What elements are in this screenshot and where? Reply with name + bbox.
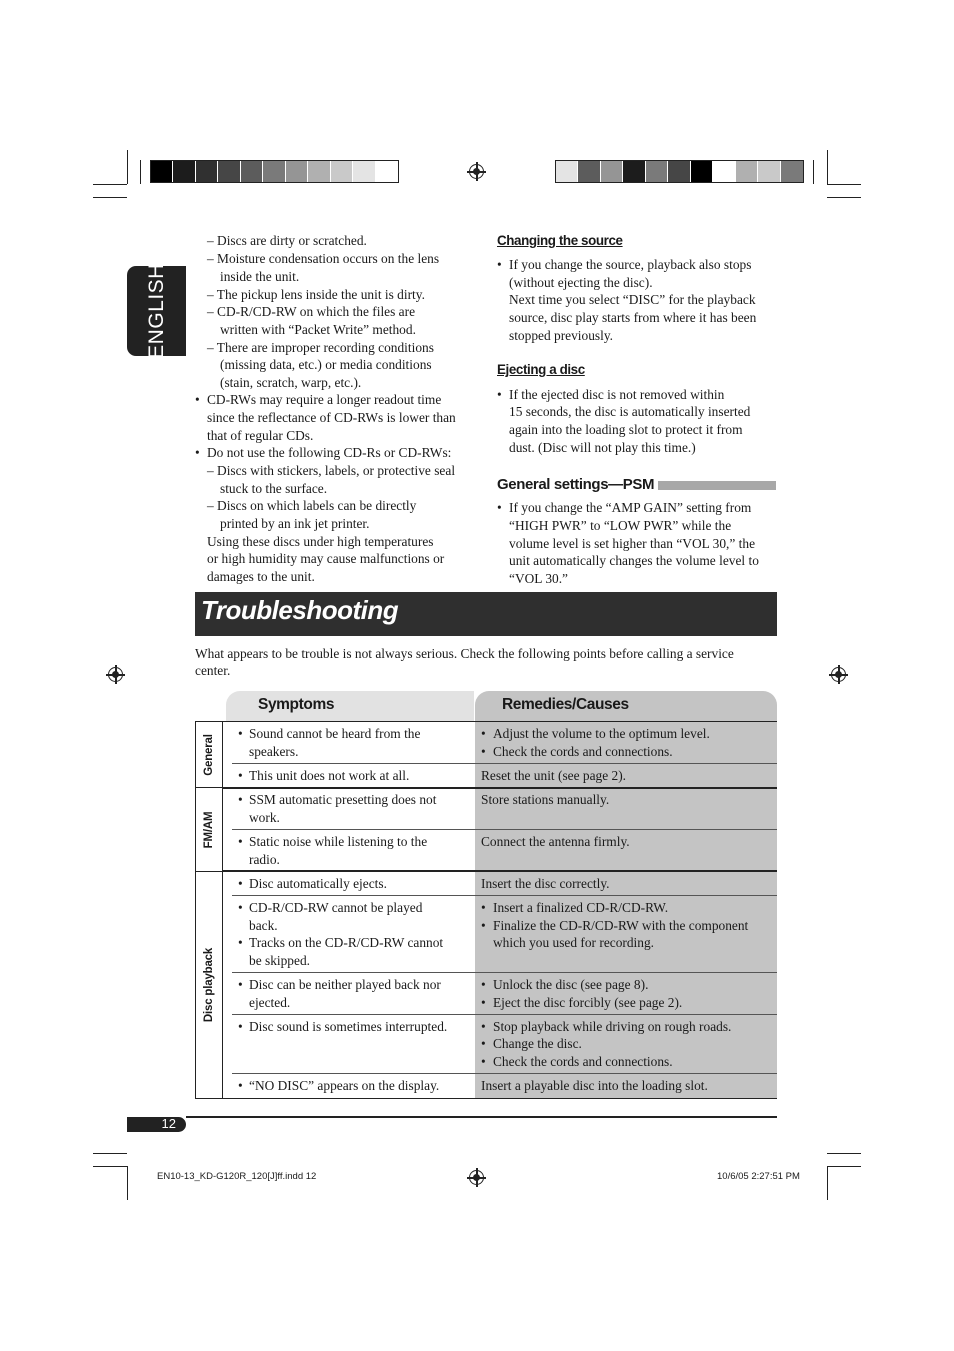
bullet: • xyxy=(238,977,243,992)
heading-changing-source: Changing the source xyxy=(497,233,623,248)
remedy-text: which you used for recording. xyxy=(493,935,655,950)
text-line: 15 seconds, the disc is automatically inserted xyxy=(509,404,751,419)
category-disc-playback xyxy=(195,871,223,1099)
remedies-header-label: Remedies/Causes xyxy=(502,696,629,713)
table-rule xyxy=(232,1073,777,1074)
text-line: CD-RWs may require a longer readout time xyxy=(207,392,442,407)
text-line: – CD-R/CD-RW on which the files are xyxy=(207,304,416,319)
category-label: Disc playback xyxy=(203,947,215,1023)
calibration-swatch xyxy=(691,161,713,182)
registration-target-icon xyxy=(108,667,123,682)
text-line: again into the loading slot to protect it from xyxy=(509,422,743,437)
registration-target-icon xyxy=(469,1170,484,1185)
category-label: FM/AM xyxy=(203,811,215,848)
remedy-text: Insert the disc correctly. xyxy=(481,876,610,891)
remedy-text: Unlock the disc (see page 8). xyxy=(493,977,649,992)
bullet: • xyxy=(238,876,243,891)
text-line: Using these discs under high temperatures xyxy=(207,534,434,549)
footer-rule xyxy=(186,1116,777,1118)
remedy-text: Insert a finalized CD-R/CD-RW. xyxy=(493,900,669,915)
text-line: inside the unit. xyxy=(220,269,300,284)
text-line: source, disc play starts from where it has been xyxy=(509,310,757,325)
text-line: stuck to the surface. xyxy=(220,481,328,496)
text-line: or high humidity may cause malfunctions or xyxy=(207,551,445,566)
text-line: stopped previously. xyxy=(509,328,614,343)
bullet: • xyxy=(238,792,243,807)
text-line: – Discs are dirty or scratched. xyxy=(207,233,367,248)
crop-mark xyxy=(93,184,127,185)
bullet: • xyxy=(497,257,502,272)
text-line: – The pickup lens inside the unit is dirty. xyxy=(207,287,425,302)
remedy-text: Connect the antenna firmly. xyxy=(481,834,630,849)
remedy-text: Store stations manually. xyxy=(481,792,610,807)
text-line: If you change the “AMP GAIN” setting from xyxy=(509,500,752,515)
remedy-text: Finalize the CD-R/CD-RW with the component xyxy=(493,918,749,933)
bullet: • xyxy=(481,1019,486,1034)
table-rule xyxy=(223,1098,777,1099)
remedy-text: Eject the disc forcibly (see page 2). xyxy=(493,995,683,1010)
calibration-swatch xyxy=(308,161,330,182)
calibration-swatch xyxy=(556,161,578,182)
registration-target-icon xyxy=(469,164,484,179)
calibration-swatch xyxy=(758,161,780,182)
symptom-text: “NO DISC” appears on the display. xyxy=(249,1078,440,1093)
text-line: that of regular CDs. xyxy=(207,428,314,443)
symptom-text: CD-R/CD-RW cannot be played xyxy=(249,900,423,915)
page-number: 12 xyxy=(161,1116,176,1131)
text-line: Next time you select “DISC” for the playback xyxy=(509,292,756,307)
symptom-text: back. xyxy=(249,918,278,933)
calibration-swatch xyxy=(286,161,308,182)
symptom-text: Disc can be neither played back nor xyxy=(249,977,441,992)
footer-file-slug: EN10-13_KD-G120R_120[J]ff.indd 12 xyxy=(157,1171,317,1182)
heading-ejecting-disc: Ejecting a disc xyxy=(497,362,585,377)
bullet: • xyxy=(238,900,243,915)
calibration-swatch xyxy=(646,161,668,182)
calibration-swatch xyxy=(173,161,195,182)
crop-mark xyxy=(827,1166,861,1167)
table-rule xyxy=(232,895,777,896)
calibration-swatch xyxy=(376,161,398,182)
symptom-text: Disc sound is sometimes interrupted. xyxy=(249,1019,448,1034)
bullet: • xyxy=(238,1078,243,1093)
language-tab xyxy=(127,263,186,359)
crop-mark xyxy=(827,184,861,185)
symptom-text: Sound cannot be heard from the xyxy=(249,726,421,741)
table-rule xyxy=(223,721,777,722)
text-line: “HIGH PWR” to “LOW PWR” while the xyxy=(509,518,732,533)
bullet: • xyxy=(238,935,243,950)
text-line: “VOL 30.” xyxy=(509,571,568,586)
table-rule xyxy=(232,763,777,764)
section-title: Troubleshooting xyxy=(201,595,399,625)
text-line: (stain, scratch, warp, etc.). xyxy=(220,375,362,390)
section-banner xyxy=(195,592,777,636)
category-general xyxy=(195,721,223,788)
table-rule xyxy=(223,870,777,872)
remedy-text: Insert a playable disc into the loading slot. xyxy=(481,1078,708,1093)
calibration-swatch xyxy=(736,161,758,182)
bullet: • xyxy=(481,918,486,933)
table-rule xyxy=(232,972,777,973)
bullet: • xyxy=(481,995,486,1010)
bullet: • xyxy=(481,1054,486,1069)
crop-mark xyxy=(93,1166,127,1167)
text-line: Do not use the following CD-Rs or CD-RWs: xyxy=(207,445,452,460)
crop-mark xyxy=(827,1166,828,1200)
text-line: (without ejecting the disc). xyxy=(509,275,653,290)
text-line: What appears to be trouble is not always serious. Check the following points before calling a service xyxy=(195,646,734,661)
language-tab-label: ENGLISH xyxy=(144,263,168,359)
calibration-swatch xyxy=(623,161,645,182)
symptoms-header-label: Symptoms xyxy=(258,696,335,713)
symptom-text: radio. xyxy=(249,852,280,867)
section-accent-bar xyxy=(658,481,776,490)
bullet: • xyxy=(481,977,486,992)
symptom-text: This unit does not work at all. xyxy=(249,768,410,783)
crop-mark xyxy=(93,1153,127,1154)
registration-target-icon xyxy=(831,667,846,682)
calibration-swatch xyxy=(218,161,240,182)
symptom-text: Tracks on the CD-R/CD-RW cannot xyxy=(249,935,444,950)
symptom-text: ejected. xyxy=(249,995,291,1010)
page-number-tab xyxy=(127,1117,186,1132)
bullet: • xyxy=(238,834,243,849)
remedy-text: Check the cords and connections. xyxy=(493,1054,673,1069)
text-line: – There are improper recording conditions xyxy=(207,340,434,355)
crop-mark xyxy=(93,197,127,198)
text-line: volume level is set higher than “VOL 30,” the xyxy=(509,536,756,551)
crop-mark xyxy=(140,160,141,184)
bullet: • xyxy=(238,768,243,783)
text-line: damages to the unit. xyxy=(207,569,315,584)
calibration-swatch xyxy=(263,161,285,182)
bullet: • xyxy=(195,445,200,460)
table-rule xyxy=(232,1014,777,1015)
text-line: If you change the source, playback also stops xyxy=(509,257,752,272)
calibration-swatch xyxy=(668,161,690,182)
bullet: • xyxy=(481,744,486,759)
text-line: written with “Packet Write” method. xyxy=(220,322,416,337)
bullet: • xyxy=(481,900,486,915)
calibration-swatch xyxy=(196,161,218,182)
crop-mark xyxy=(127,150,128,184)
remedy-text: Change the disc. xyxy=(493,1036,582,1051)
heading-general-settings-psm: General settings—PSM xyxy=(497,476,655,493)
crop-mark xyxy=(827,1153,861,1154)
category-fm-am xyxy=(195,787,223,872)
text-line: since the reflectance of CD-RWs is lower than xyxy=(207,410,456,425)
color-calibration-bar-right xyxy=(555,160,804,183)
text-line: – Discs with stickers, labels, or protective seal xyxy=(207,463,456,478)
text-line: unit automatically changes the volume level to xyxy=(509,553,759,568)
calibration-swatch xyxy=(241,161,263,182)
bullet: • xyxy=(481,726,486,741)
remedy-text: Stop playback while driving on rough roads. xyxy=(493,1019,732,1034)
text-line: (missing data, etc.) or media conditions xyxy=(220,357,432,372)
crop-mark xyxy=(127,1166,128,1200)
bullet: • xyxy=(497,387,502,402)
symptom-text: Disc automatically ejects. xyxy=(249,876,387,891)
crop-mark xyxy=(827,150,828,184)
symptom-text: be skipped. xyxy=(249,953,310,968)
symptom-text: Static noise while listening to the xyxy=(249,834,428,849)
text-line: center. xyxy=(195,663,231,678)
remedy-text: Adjust the volume to the optimum level. xyxy=(493,726,710,741)
table-rule xyxy=(232,829,777,830)
calibration-swatch xyxy=(331,161,353,182)
bullet: • xyxy=(238,1019,243,1034)
bullet: • xyxy=(481,1036,486,1051)
crop-mark xyxy=(813,160,814,184)
crop-mark xyxy=(827,197,861,198)
calibration-swatch xyxy=(353,161,375,182)
text-line: dust. (Disc will not play this time.) xyxy=(509,440,696,455)
symptom-text: SSM automatic presetting does not xyxy=(249,792,437,807)
calibration-swatch xyxy=(601,161,623,182)
text-line: – Discs on which labels can be directly xyxy=(207,498,417,513)
calibration-swatch xyxy=(781,161,803,182)
calibration-swatch xyxy=(578,161,600,182)
table-rule xyxy=(223,787,777,789)
remedy-text: Check the cords and connections. xyxy=(493,744,673,759)
footer-date-slug: 10/6/05 2:27:51 PM xyxy=(717,1171,800,1182)
color-calibration-bar-left xyxy=(150,160,399,183)
bullet: • xyxy=(238,726,243,741)
bullet: • xyxy=(497,500,502,515)
symptom-text: work. xyxy=(249,810,280,825)
calibration-swatch xyxy=(713,161,735,182)
text-line: If the ejected disc is not removed within xyxy=(509,387,725,402)
symptom-text: speakers. xyxy=(249,744,299,759)
text-line: printed by an ink jet printer. xyxy=(220,516,370,531)
text-line: – Moisture condensation occurs on the lens xyxy=(207,251,440,266)
category-label: General xyxy=(203,733,215,776)
bullet: • xyxy=(195,392,200,407)
remedy-text: Reset the unit (see page 2). xyxy=(481,768,627,783)
calibration-swatch xyxy=(151,161,173,182)
